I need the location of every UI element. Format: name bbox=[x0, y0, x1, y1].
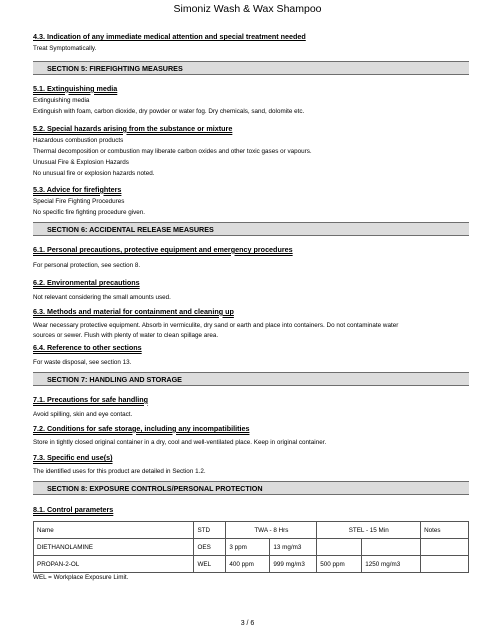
cell-notes bbox=[421, 539, 469, 556]
header-name: Name bbox=[34, 522, 194, 539]
table-row bbox=[34, 556, 469, 573]
heading-7-3: 7.3. Specific end use(s) bbox=[33, 453, 113, 462]
text-5-2-b: Thermal decomposition or combustion may liberate carbon oxides and other toxic gases or vapours. bbox=[33, 148, 312, 155]
page-number: 3 / 6 bbox=[240, 620, 255, 627]
section-8-bar bbox=[33, 481, 469, 495]
heading-5-1: 5.1. Extinguishing media bbox=[33, 84, 118, 93]
cell-std: OES bbox=[194, 539, 226, 556]
text-5-3-a: Special Fire Fighting Procedures bbox=[33, 198, 125, 205]
section-7-bar bbox=[33, 372, 469, 386]
text-5-2-a: Hazardous combustion products bbox=[33, 137, 124, 144]
heading-5-2: 5.2. Special hazards arising from the substance or mixture bbox=[33, 124, 233, 133]
cell-twa-ppm: 3 ppm bbox=[226, 539, 270, 556]
heading-6-1: 6.1. Personal precautions, protective equipment and emergency procedures bbox=[33, 245, 293, 254]
header-twa: TWA - 8 Hrs bbox=[226, 522, 317, 539]
text-5-2-d: No unusual fire or explosion hazards noted. bbox=[33, 170, 155, 177]
text-5-1-a: Extinguishing media bbox=[33, 97, 90, 104]
text-6-3-a: Wear necessary protective equipment. Absorb in vermiculite, dry sand or earth and place into containers. Do not contaminate water bbox=[33, 322, 399, 329]
text-5-3-b: No specific fire fighting procedure given. bbox=[33, 209, 146, 216]
heading-5-3: 5.3. Advice for firefighters bbox=[33, 185, 122, 194]
cell-twa-ppm: 400 ppm bbox=[226, 556, 270, 573]
section-7-title: SECTION 7: HANDLING AND STORAGE bbox=[47, 375, 182, 384]
wel-note: WEL = Workplace Exposure Limit. bbox=[33, 574, 129, 581]
table-row bbox=[34, 539, 469, 556]
cell-stel-mg: 1250 mg/m3 bbox=[362, 556, 421, 573]
heading-6-4: 6.4. Reference to other sections bbox=[33, 343, 142, 352]
text-5-2-c: Unusual Fire & Explosion Hazards bbox=[33, 159, 129, 166]
cell-stel-ppm bbox=[317, 539, 362, 556]
section-5-bar bbox=[33, 61, 469, 75]
heading-6-2: 6.2. Environmental precautions bbox=[33, 278, 140, 287]
section-5-title: SECTION 5: FIREFIGHTING MEASURES bbox=[47, 64, 183, 73]
section-8-title: SECTION 8: EXPOSURE CONTROLS/PERSONAL PROTECTION bbox=[47, 484, 263, 493]
cell-stel-ppm: 500 ppm bbox=[317, 556, 362, 573]
text-6-3-b: sources or sewer. Flush with plenty of water to clean spillage area. bbox=[33, 332, 219, 339]
exposure-limits-table bbox=[33, 521, 469, 573]
text-6-2: Not relevant considering the small amounts used. bbox=[33, 294, 171, 301]
text-6-1: For personal protection, see section 8. bbox=[33, 262, 141, 269]
cell-name: PROPAN-2-OL bbox=[34, 556, 194, 573]
table-header-row bbox=[34, 522, 469, 539]
cell-twa-mg: 999 mg/m3 bbox=[270, 556, 317, 573]
heading-8-1: 8.1. Control parameters bbox=[33, 505, 114, 514]
text-7-1: Avoid spilling, skin and eye contact. bbox=[33, 411, 133, 418]
text-6-4: For waste disposal, see section 13. bbox=[33, 359, 132, 366]
section-6-bar bbox=[33, 222, 469, 236]
text-7-3: The identified uses for this product are detailed in Section 1.2. bbox=[33, 468, 206, 475]
header-std: STD bbox=[194, 522, 226, 539]
text-4-3: Treat Symptomatically. bbox=[33, 45, 97, 52]
cell-stel-mg bbox=[362, 539, 421, 556]
heading-4-3: 4.3. Indication of any immediate medical attention and special treatment needed bbox=[33, 32, 306, 41]
header-notes: Notes bbox=[421, 522, 469, 539]
cell-notes bbox=[421, 556, 469, 573]
cell-name: DIETHANOLAMINE bbox=[34, 539, 194, 556]
cell-std: WEL bbox=[194, 556, 226, 573]
heading-7-2: 7.2. Conditions for safe storage, including any incompatibilities bbox=[33, 424, 250, 433]
cell-twa-mg: 13 mg/m3 bbox=[270, 539, 317, 556]
header-stel: STEL - 15 Min bbox=[317, 522, 421, 539]
text-7-2: Store in tightly closed original container in a dry, cool and well-ventilated place. Keep in original container. bbox=[33, 439, 327, 446]
text-5-1-b: Extinguish with foam, carbon dioxide, dry powder or water fog. Dry chemicals, sand, dolomite etc. bbox=[33, 108, 305, 115]
heading-7-1: 7.1. Precautions for safe handling bbox=[33, 395, 149, 404]
heading-6-3: 6.3. Methods and material for containment and cleaning up bbox=[33, 307, 234, 316]
document-title: Simoniz Wash & Wax Shampoo bbox=[173, 3, 322, 15]
section-6-title: SECTION 6: ACCIDENTAL RELEASE MEASURES bbox=[47, 225, 214, 234]
